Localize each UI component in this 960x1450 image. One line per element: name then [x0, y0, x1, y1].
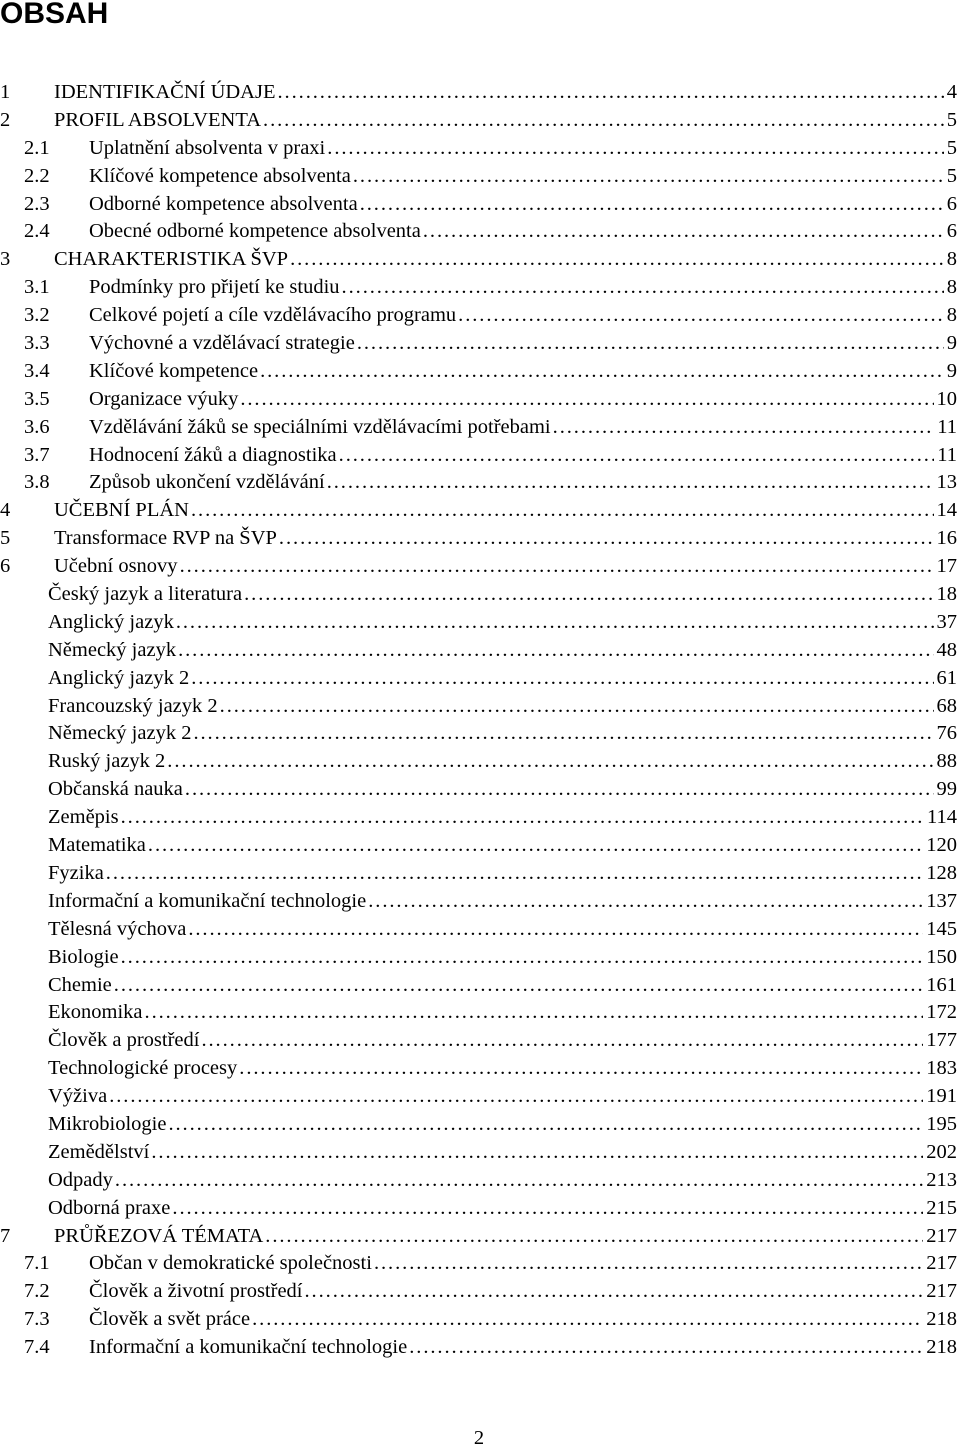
toc-dot-leader — [180, 553, 934, 581]
toc-entry[interactable] — [0, 999, 957, 1027]
toc-dot-leader — [148, 832, 923, 860]
toc-entry-title: Občan v demokratické společnosti — [89, 1252, 372, 1275]
toc-entry-number: 7.1 — [24, 1252, 50, 1275]
toc-entry-page: 217 — [926, 1252, 957, 1275]
toc-entry-title: Informační a komunikační technologie — [89, 1336, 408, 1359]
toc-entry[interactable] — [0, 748, 957, 776]
toc-entry-number: 4 — [0, 499, 11, 522]
toc-dot-leader — [360, 191, 944, 219]
toc-dot-leader — [191, 665, 933, 693]
toc-entry-page: 161 — [926, 973, 957, 996]
toc-entry-number: 2.3 — [24, 192, 50, 215]
toc-entry-page: 5 — [946, 108, 957, 131]
toc-entry-page: 11 — [937, 415, 957, 438]
toc-entry-number: 3.1 — [24, 276, 50, 299]
toc-entry[interactable] — [0, 414, 957, 442]
toc-dot-leader — [145, 999, 924, 1027]
toc-dot-leader — [279, 525, 934, 553]
toc-entry-title: Celkové pojetí a cíle vzdělávacího programu — [89, 304, 457, 327]
toc-entry-page: 68 — [936, 694, 957, 717]
toc-dot-leader — [121, 944, 924, 972]
toc-entry[interactable] — [0, 497, 957, 525]
toc-dot-leader — [106, 860, 923, 888]
toc-entry[interactable] — [0, 804, 957, 832]
toc-dot-leader — [244, 581, 933, 609]
toc-entry-page: 14 — [936, 499, 957, 522]
toc-entry-title: Člověk a svět práce — [89, 1308, 251, 1331]
toc-entry-page: 61 — [936, 666, 957, 689]
toc-entry[interactable] — [0, 386, 957, 414]
toc-entry-title: Anglický jazyk — [48, 610, 174, 633]
toc-entry[interactable] — [0, 888, 957, 916]
toc-dot-leader — [374, 1250, 923, 1278]
toc-entry-title: Způsob ukončení vzdělávání — [89, 471, 325, 494]
toc-entry-page: 9 — [946, 332, 957, 355]
toc-entry[interactable] — [0, 860, 957, 888]
toc-entry-title: Člověk a prostředí — [48, 1029, 200, 1052]
toc-entry-title: Ekonomika — [48, 1001, 143, 1024]
toc-entry-page: 128 — [926, 861, 957, 884]
toc-entry-title: PROFIL ABSOLVENTA — [54, 108, 262, 131]
toc-entry-number: 2.4 — [24, 220, 50, 243]
toc-entry[interactable] — [0, 274, 957, 302]
toc-dot-leader — [368, 888, 923, 916]
toc-entry-title: Zemědělství — [48, 1140, 150, 1163]
toc-entry-number: 3.8 — [24, 471, 50, 494]
toc-entry-page: 8 — [946, 248, 957, 271]
toc-entry-number: 3 — [0, 248, 11, 271]
toc-entry[interactable] — [0, 693, 957, 721]
toc-entry-title: Matematika — [48, 834, 146, 857]
toc-dot-leader — [458, 302, 944, 330]
toc-entry-title: Fyzika — [48, 861, 104, 884]
toc-dot-leader — [290, 246, 944, 274]
toc-entry[interactable] — [0, 1334, 957, 1362]
toc-entry-title: Výchovné a vzdělávací strategie — [89, 332, 355, 355]
toc-entry-page: 8 — [946, 276, 957, 299]
toc-entry[interactable] — [0, 302, 957, 330]
toc-entry[interactable] — [0, 163, 957, 191]
toc-dot-leader — [185, 776, 934, 804]
toc-entry-page: 217 — [926, 1280, 957, 1303]
toc-dot-leader — [191, 497, 934, 525]
toc-dot-leader — [357, 330, 944, 358]
toc-entry-page: 18 — [936, 583, 957, 606]
toc-entry-title: Německý jazyk — [48, 638, 177, 661]
toc-dot-leader — [353, 163, 944, 191]
toc-entry[interactable] — [0, 944, 957, 972]
toc-entry-title: Ruský jazyk 2 — [48, 750, 166, 773]
toc-entry-title: Klíčové kompetence absolventa — [89, 164, 351, 187]
toc-entry-page: 11 — [937, 443, 957, 466]
toc-entry-number: 7.2 — [24, 1280, 50, 1303]
toc-dot-leader — [305, 1278, 924, 1306]
toc-entry-page: 172 — [926, 1001, 957, 1024]
toc-entry-title: Občanská nauka — [48, 778, 183, 801]
toc-entry-page: 88 — [936, 750, 957, 773]
toc-entry-title: Anglický jazyk 2 — [48, 666, 190, 689]
toc-entry-page: 195 — [926, 1112, 957, 1135]
toc-entry-page: 4 — [946, 81, 957, 103]
toc-entry-title: Biologie — [48, 945, 119, 968]
toc-entry-number: 7.4 — [24, 1336, 50, 1359]
toc-entry[interactable] — [0, 246, 957, 274]
toc-entry-title: Člověk a životní prostředí — [89, 1280, 303, 1303]
toc-entry-page: 37 — [936, 610, 957, 633]
toc-entry[interactable] — [0, 1111, 957, 1139]
toc-entry-number: 3.2 — [24, 304, 50, 327]
toc-entry-page: 183 — [926, 1057, 957, 1080]
toc-entry[interactable] — [0, 720, 957, 748]
toc-entry-title: Odpady — [48, 1168, 113, 1191]
toc-entry-title: Vzdělávání žáků se speciálními vzdělávacími potřebami — [89, 415, 551, 438]
toc-entry-page: 213 — [926, 1168, 957, 1191]
toc-entry-title: Odborné kompetence absolventa — [89, 192, 358, 215]
toc-entry[interactable] — [0, 581, 957, 609]
toc-entry[interactable] — [0, 79, 957, 107]
toc-entry-number: 2.2 — [24, 164, 50, 187]
toc-entry-title: Hodnocení žáků a diagnostika — [89, 443, 337, 466]
toc-entry-page: 191 — [926, 1085, 957, 1108]
toc-entry-page: 177 — [926, 1029, 957, 1052]
toc-entry[interactable] — [0, 609, 957, 637]
toc-dot-leader — [121, 804, 924, 832]
toc-entry-page: 150 — [926, 945, 957, 968]
toc-entry-title: IDENTIFIKAČNÍ ÚDAJE — [54, 81, 276, 103]
toc-entry[interactable] — [0, 1278, 957, 1306]
toc-entry-page: 8 — [946, 304, 957, 327]
toc-entry[interactable] — [0, 776, 957, 804]
toc-dot-leader — [168, 1111, 923, 1139]
toc-entry[interactable] — [0, 1167, 957, 1195]
toc-entry-title: Český jazyk a literatura — [48, 583, 243, 606]
toc-dot-leader — [193, 720, 933, 748]
toc-dot-leader — [553, 414, 935, 442]
toc-entry[interactable] — [0, 1055, 957, 1083]
toc-entry-number: 3.6 — [24, 415, 50, 438]
toc-entry-page: 16 — [936, 527, 957, 550]
toc-entry-number: 7.3 — [24, 1308, 50, 1331]
toc-dot-leader — [260, 358, 944, 386]
toc-entry-title: Organizace výuky — [89, 387, 239, 410]
toc-dot-leader — [240, 386, 933, 414]
toc-entry-number: 7 — [0, 1224, 11, 1247]
toc-entry-title: Technologické procesy — [48, 1057, 238, 1080]
toc-entry-title: Obecné odborné kompetence absolventa — [89, 220, 421, 243]
toc-entry-page: 9 — [946, 359, 957, 382]
page-number-label: 2 — [473, 1427, 485, 1449]
toc-entry-title: PRŮŘEZOVÁ TÉMATA — [54, 1224, 264, 1247]
toc-dot-leader — [178, 637, 933, 665]
toc-entry-page: 120 — [926, 834, 957, 857]
toc-entry-title: Mikrobiologie — [48, 1112, 167, 1135]
toc-entry-number: 1 — [0, 81, 11, 103]
toc-entry-title: Uplatnění absolventa v praxi — [89, 136, 326, 159]
toc-entry-page: 217 — [926, 1224, 957, 1247]
toc-entry-number: 3.3 — [24, 332, 50, 355]
toc-entry[interactable] — [0, 916, 957, 944]
toc-dot-leader — [220, 693, 934, 721]
toc-entry[interactable] — [0, 1195, 957, 1223]
toc-dot-leader — [188, 916, 923, 944]
toc-dot-leader — [172, 1195, 923, 1223]
toc-dot-leader — [109, 1083, 923, 1111]
toc-entry[interactable] — [0, 665, 957, 693]
toc-entry-title: Transformace RVP na ŠVP — [54, 527, 277, 550]
toc-entry-title: Podmínky pro přijetí ke studiu — [89, 276, 340, 299]
toc-dot-leader — [201, 1027, 923, 1055]
toc-dot-leader — [327, 469, 934, 497]
toc-entry-number: 2 — [0, 108, 11, 131]
toc-entry-title: Odborná praxe — [48, 1196, 171, 1219]
toc-entry-title: Zeměpis — [48, 806, 119, 829]
toc-entry-page: 145 — [926, 917, 957, 940]
toc-entry-page: 6 — [946, 220, 957, 243]
toc-entry-number: 3.4 — [24, 359, 50, 382]
toc-dot-leader — [263, 107, 944, 135]
toc-entry[interactable] — [0, 1306, 957, 1334]
toc-entry[interactable] — [0, 832, 957, 860]
toc-entry[interactable] — [0, 1250, 957, 1278]
toc-entry[interactable] — [0, 1223, 957, 1251]
page-number — [0, 1426, 960, 1450]
toc-entry[interactable] — [0, 637, 957, 665]
toc-entry-title: Informační a komunikační technologie — [48, 889, 367, 912]
toc-entry-number: 6 — [0, 555, 11, 578]
toc-dot-leader — [252, 1306, 923, 1334]
toc-entry[interactable] — [0, 972, 957, 1000]
toc-entry-number: 2.1 — [24, 136, 50, 159]
toc-entry[interactable] — [0, 442, 957, 470]
toc-dot-leader — [423, 218, 944, 246]
toc-entry-title: Chemie — [48, 973, 112, 996]
toc-entry-page: 6 — [946, 192, 957, 215]
toc-entry-page: 48 — [936, 638, 957, 661]
toc-dot-leader — [114, 972, 923, 1000]
toc-entry[interactable] — [0, 553, 957, 581]
toc-entry-page: 5 — [946, 136, 957, 159]
toc-entry-page: 5 — [946, 164, 957, 187]
toc-entry[interactable] — [0, 1027, 957, 1055]
toc-entry[interactable] — [0, 135, 957, 163]
toc-dot-leader — [278, 79, 944, 107]
toc-dot-leader — [265, 1223, 923, 1251]
toc-entry-page: 114 — [927, 806, 957, 829]
toc-dot-leader — [115, 1167, 923, 1195]
toc-entry[interactable] — [0, 358, 957, 386]
toc-entry-page: 137 — [926, 889, 957, 912]
toc-entry-title: UČEBNÍ PLÁN — [54, 499, 189, 522]
toc-entry-page: 218 — [926, 1308, 957, 1331]
toc-entry-number: 3.7 — [24, 443, 50, 466]
toc-dot-leader — [342, 274, 944, 302]
toc-entry-title: Učební osnovy — [54, 555, 178, 578]
toc-entry[interactable] — [0, 1083, 957, 1111]
toc-entry-page: 99 — [936, 778, 957, 801]
toc-entry-title: Klíčové kompetence — [89, 359, 259, 382]
toc-entry-title: Výživa — [48, 1085, 108, 1108]
toc-entry-page: 202 — [926, 1140, 957, 1163]
toc-dot-leader — [339, 442, 935, 470]
toc-entry[interactable] — [0, 1139, 957, 1167]
toc-dot-leader — [151, 1139, 923, 1167]
toc-dot-leader — [176, 609, 934, 637]
toc-entry-title: Německý jazyk 2 — [48, 722, 192, 745]
toc-dot-leader — [409, 1334, 923, 1362]
toc-entry-page: 10 — [936, 387, 957, 410]
toc-entry[interactable] — [0, 218, 957, 246]
toc-entry-title: Francouzský jazyk 2 — [48, 694, 218, 717]
toc-entry[interactable] — [0, 107, 957, 135]
toc-entry-number: 3.5 — [24, 387, 50, 410]
toc-entry-page: 218 — [926, 1336, 957, 1359]
toc-entry-title: CHARAKTERISTIKA ŠVP — [54, 248, 289, 271]
toc-dot-leader — [239, 1055, 923, 1083]
toc-entry-number: 5 — [0, 527, 11, 550]
toc-entry-page: 13 — [936, 471, 957, 494]
toc-entry-page: 76 — [936, 722, 957, 745]
table-of-contents — [0, 79, 957, 1362]
document-heading: OBSAH — [0, 0, 109, 30]
toc-entry[interactable] — [0, 469, 957, 497]
toc-dot-leader — [327, 135, 943, 163]
toc-entry[interactable] — [0, 191, 957, 219]
toc-entry-page: 215 — [926, 1196, 957, 1219]
toc-entry[interactable] — [0, 330, 957, 358]
toc-entry-page: 17 — [936, 555, 957, 578]
toc-entry-title: Tělesná výchova — [48, 917, 187, 940]
toc-dot-leader — [167, 748, 933, 776]
toc-entry[interactable] — [0, 525, 957, 553]
